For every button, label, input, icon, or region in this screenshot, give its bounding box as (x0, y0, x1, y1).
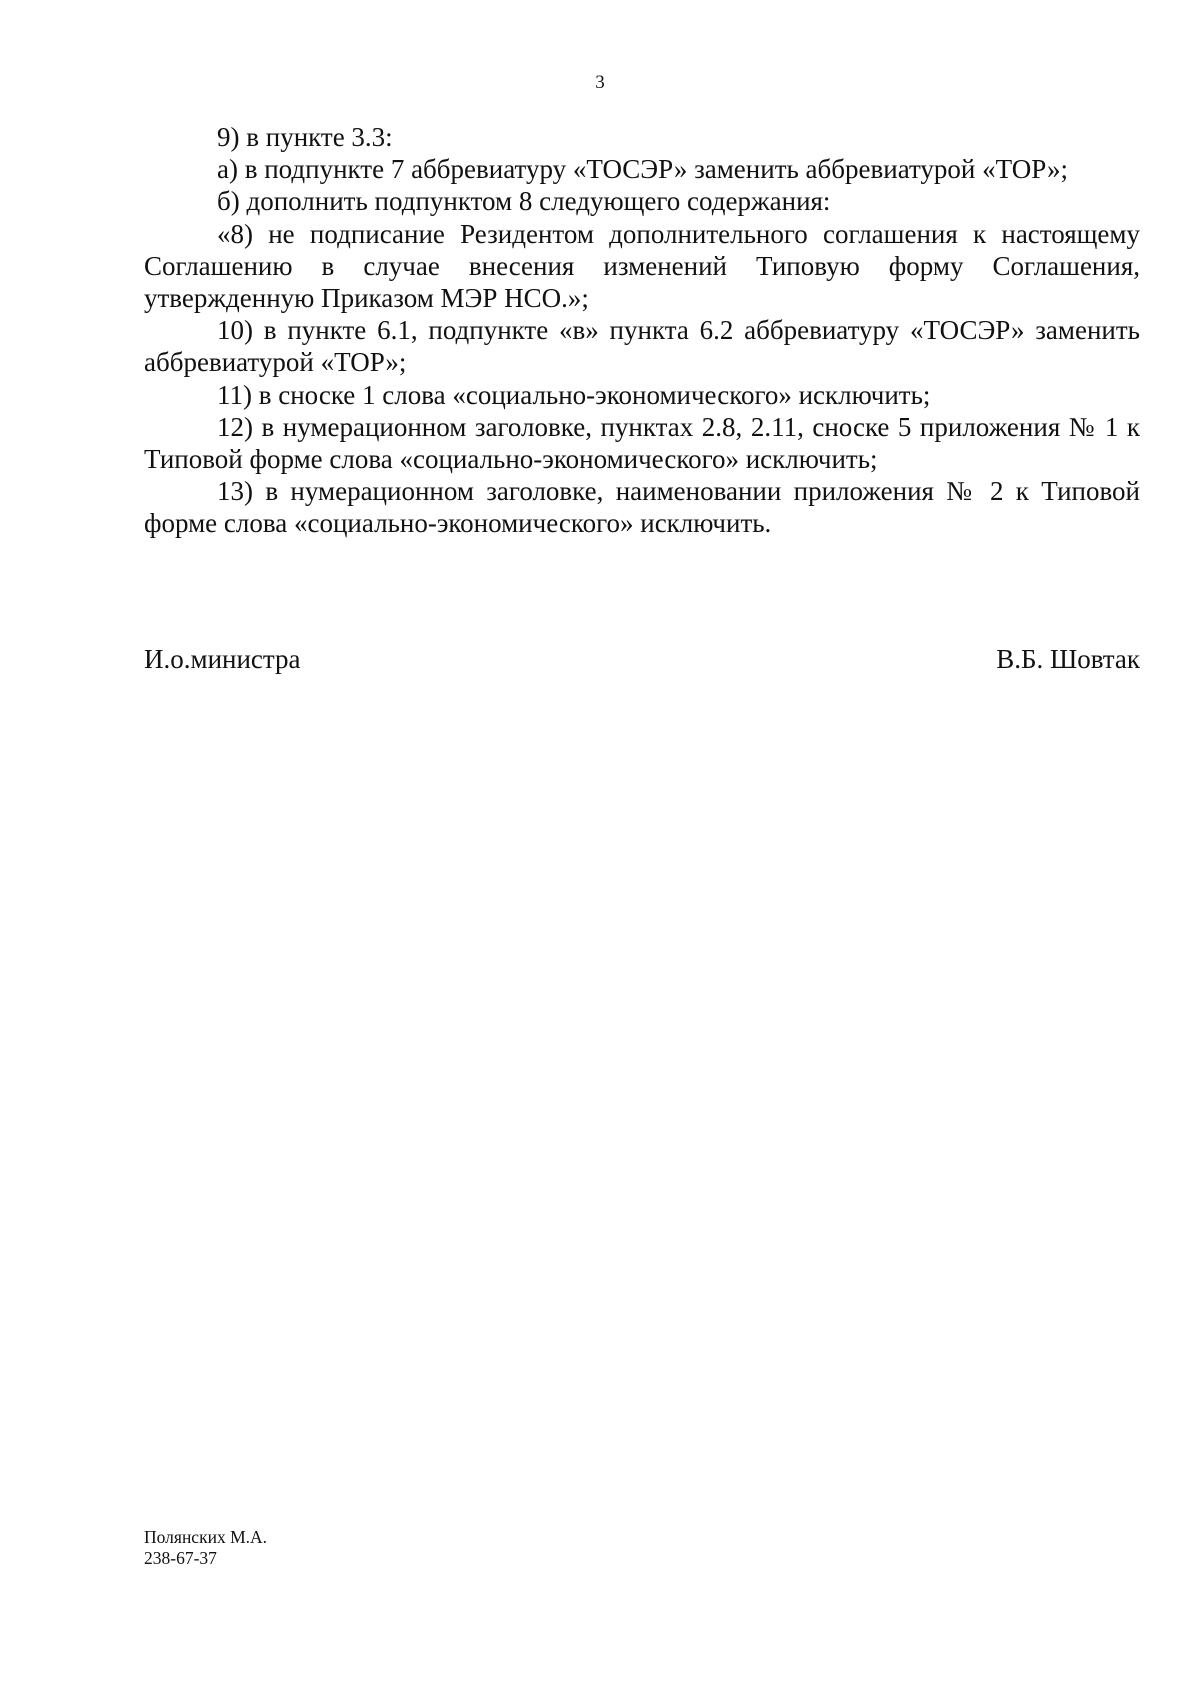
page-number: 3 (595, 72, 605, 93)
paragraph-quoted-subitem-8: «8) не подписание Резидентом дополнительного соглашения к настоящему Соглашению в случае внесения изменений Типовую форму Соглашения, утвержденную Приказом МЭР НСО.»; (144, 218, 1140, 314)
paragraph-item-9: 9) в пункте 3.3: (217, 122, 393, 152)
paragraph-item-12: 12) в нумерационном заголовке, пунктах 2.8, 2.11, сноске 5 приложения № 1 к Типовой форме слова «социально-экономического» исключить; (144, 411, 1140, 475)
executor-phone: 238-67-37 (144, 1548, 217, 1568)
executor-block (144, 1527, 267, 1569)
document-body (144, 121, 1140, 540)
paragraph-item-13: 13) в нумерационном заголовке, наименовании приложения № 2 к Типовой форме слова «социально-экономического» исключить. (144, 476, 1140, 539)
executor-name: Полянских М.А. (144, 1527, 268, 1547)
signatory-position: И.о.министра (144, 644, 301, 674)
signatory-name: В.Б. Шовтак (996, 644, 1140, 674)
paragraph-subitem-b: б) дополнить подпунктом 8 следующего содержания: (217, 186, 831, 217)
paragraph-item-11: 11) в сноске 1 слова «социально-экономического» исключить; (217, 379, 931, 410)
paragraph-item-10: 10) в пункте 6.1, подпункте «в» пункта 6.2 аббревиатуру «ТОСЭР» заменить аббревиатурой «ТОР»; (144, 315, 1140, 378)
paragraph-subitem-a: а) в подпункте 7 аббревиатуру «ТОСЭР» заменить аббревиатурой «ТОР»; (217, 154, 1068, 185)
